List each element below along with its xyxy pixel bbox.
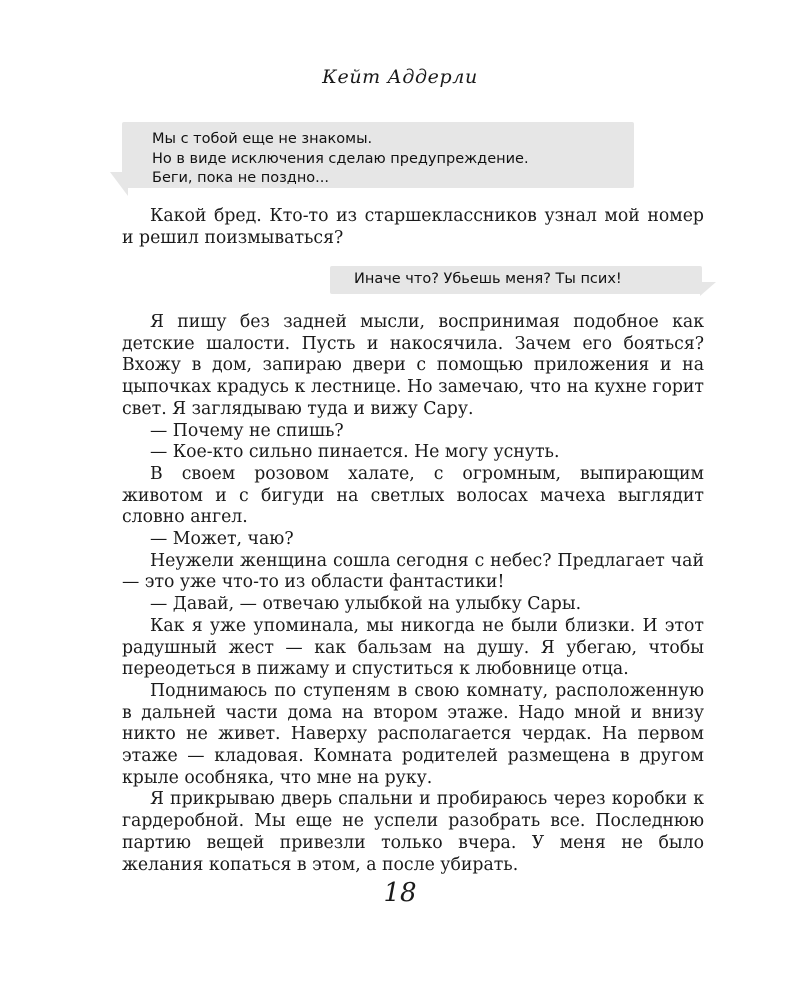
paragraph: — Почему не спишь? xyxy=(150,420,344,441)
incoming-message-line: Беги, пока не поздно... xyxy=(152,170,330,186)
incoming-message-line: Мы с тобой еще не знакомы. xyxy=(152,131,373,147)
page-number: 18 xyxy=(383,878,417,908)
incoming-message-bubble xyxy=(122,122,634,188)
paragraph: В своем розовом халате, с огромным, выпирающим животом и с бигуди на светлых волосах мачеха выглядит словно ангел. xyxy=(122,463,704,528)
outgoing-message-bubble: Иначе что? Убьешь меня? Ты псих! xyxy=(330,266,702,294)
paragraph: Неужели женщина сошла сегодня с небес? Предлагает чай — это уже что-то из области фантастики! xyxy=(122,550,704,593)
paragraph: Какой бред. Кто-то из старшеклассников узнал мой номер и решил поизмываться? xyxy=(122,206,704,248)
paragraph-block-2 xyxy=(122,312,704,876)
paragraph: — Кое-кто сильно пинается. Не могу уснуть. xyxy=(150,442,560,463)
paragraph: Я пишу без задней мысли, воспринимая подобное как детские шалости. Пусть и накосячила. Зачем его бояться? Вхожу в дом, запираю двери с помощью приложения и на цыпочках крадусь к лестнице. Но замечаю, что на кухне горит свет. Я заглядываю туда и вижу Сару. xyxy=(122,312,704,419)
paragraph: Поднимаюсь по ступеням в свою комнату, расположенную в дальней части дома на втором этаже. Надо мной и внизу никто не живет. Наверху располагается чердак. На первом этаже — кладовая. Комната родителей размещена в другом крыле особняка, что мне на руку. xyxy=(122,680,704,788)
incoming-message-line: Но в виде исключения сделаю предупреждение. xyxy=(152,150,529,167)
paragraph: Как я уже упоминала, мы никогда не были близки. И этот радушный жест — как бальзам на душу. Я убегаю, чтобы переодеться в пижаму и спуститься к любовнице отца. xyxy=(122,615,704,680)
paragraph: Я прикрываю дверь спальни и пробираюсь через коробки к гардеробной. Мы еще не успели разобрать все. Последнюю партию вещей привезли только вчера. У меня не было желания копаться в этом, а после убирать. xyxy=(122,789,704,875)
outgoing-bubble-tail xyxy=(700,282,716,296)
running-header: Кейт Аддерли xyxy=(322,66,478,88)
paragraph-block-1 xyxy=(122,206,704,249)
paragraph: — Может, чаю? xyxy=(150,529,294,550)
paragraph: — Давай, — отвечаю улыбкой на улыбку Сары. xyxy=(150,594,582,615)
